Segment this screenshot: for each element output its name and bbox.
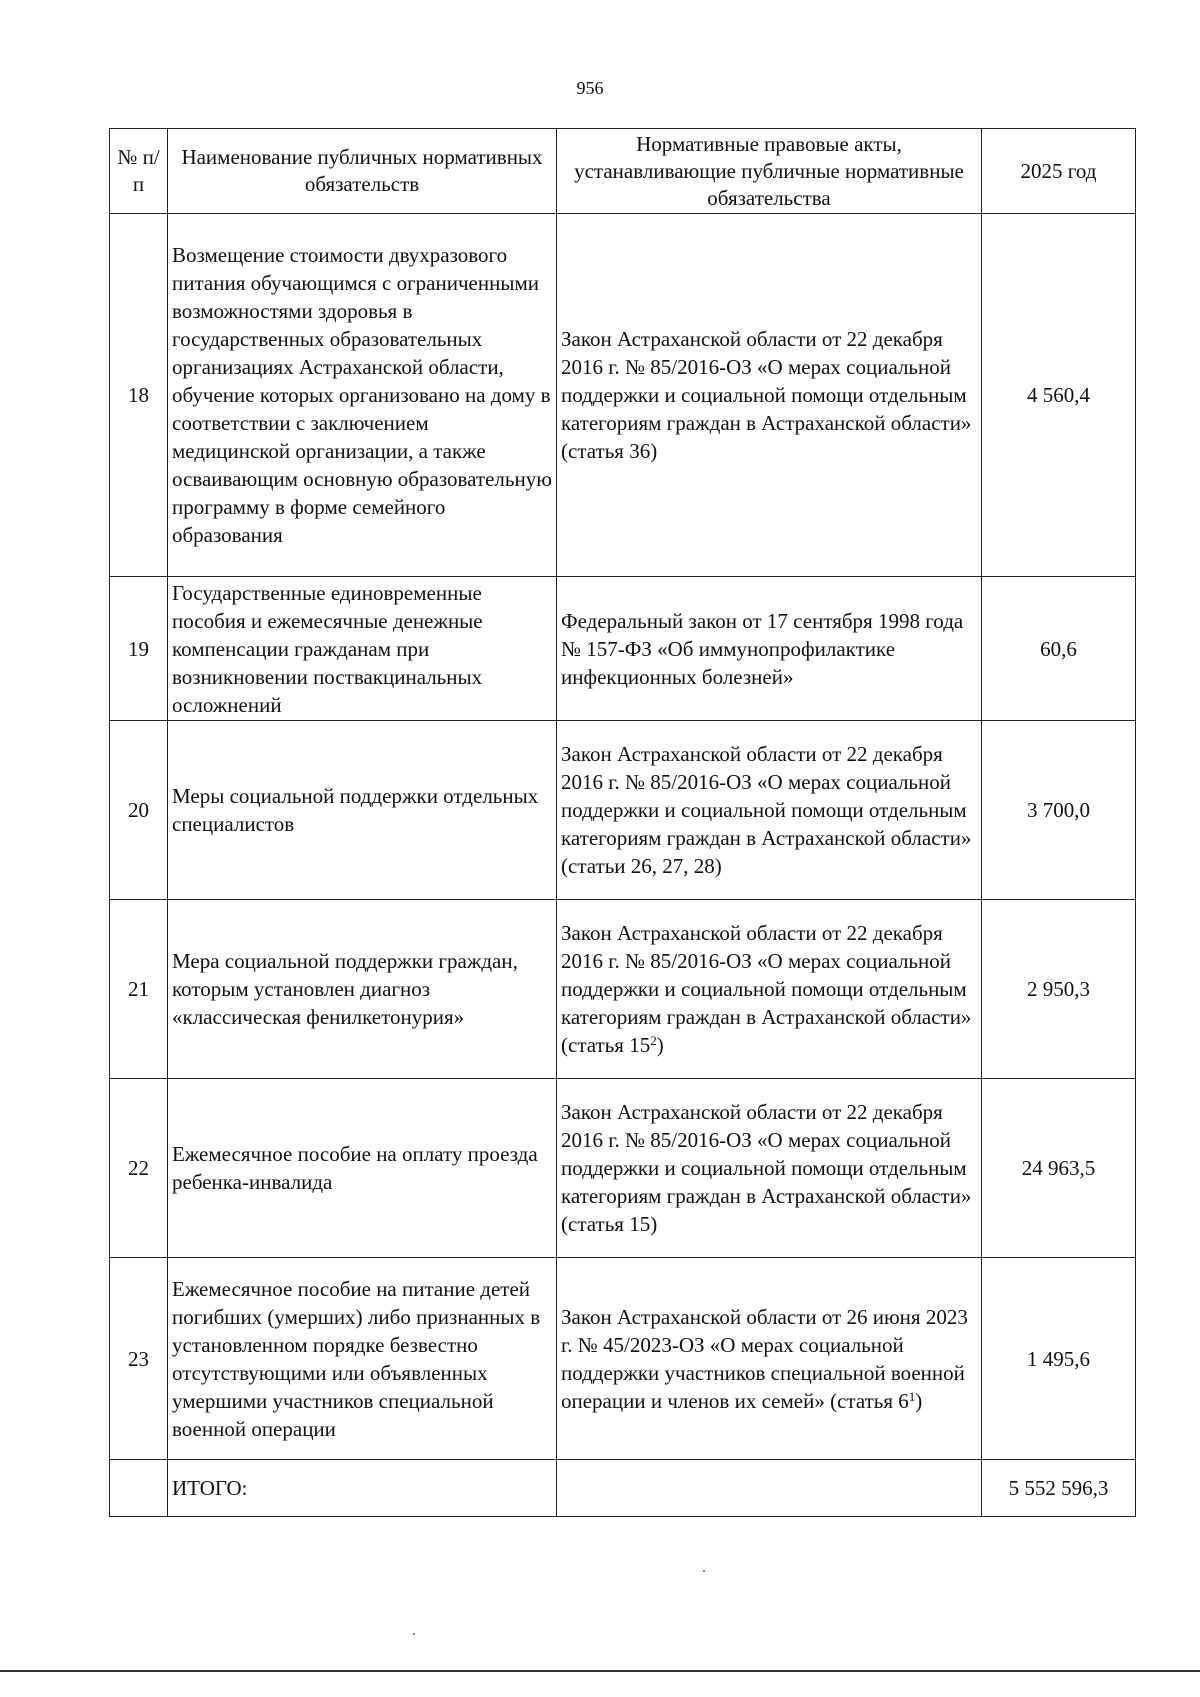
scan-speck bbox=[703, 1570, 705, 1572]
row-number: 21 bbox=[110, 900, 168, 1079]
bottom-rule bbox=[0, 1670, 1200, 1672]
obligation-name: Меры социальной поддержки отдельных специалистов bbox=[168, 721, 557, 900]
legal-act-tail: ) bbox=[915, 1388, 923, 1413]
legal-act: Федеральный закон от 17 сентября 1998 года № 157-ФЗ «Об иммунопрофилактике инфекционных болезней» bbox=[557, 577, 982, 721]
legal-act: Закон Астраханской области от 22 декабря 2016 г. № 85/2016-ОЗ «О мерах социальной поддержки и социальной помощи отдельным категориям граждан в Астраханской области» (статья 36) bbox=[557, 214, 982, 577]
total-row bbox=[110, 1460, 1136, 1517]
legal-act bbox=[557, 900, 982, 1079]
header-year-2025: 2025 год bbox=[982, 129, 1136, 214]
obligation-name: Государственные единовременные пособия и ежемесячные денежные компенсации гражданам при возникновении поствакцинальных осложнений bbox=[168, 577, 557, 721]
amount-2025: 2 950,3 bbox=[982, 900, 1136, 1079]
table-row bbox=[110, 214, 1136, 577]
row-number: 19 bbox=[110, 577, 168, 721]
row-number: 22 bbox=[110, 1079, 168, 1258]
amount-2025: 1 495,6 bbox=[982, 1258, 1136, 1460]
legal-act-text: Закон Астраханской области от 26 июня 2023 г. № 45/2023-ОЗ «О мерах социальной поддержки участников специальной военной операции и членов их семей» (статья 6 bbox=[561, 1304, 968, 1413]
table-row bbox=[110, 1079, 1136, 1258]
article-superscript: 1 bbox=[908, 1388, 916, 1404]
legal-act bbox=[557, 1258, 982, 1460]
amount-2025: 3 700,0 bbox=[982, 721, 1136, 900]
total-number-cell bbox=[110, 1460, 168, 1517]
table-row bbox=[110, 577, 1136, 721]
obligation-name: Возмещение стоимости двухразового питания обучающимся с ограниченными возможностями здоровья в государственных образовательных организациях Астраханской области, обучение которых организовано на дому в соответствии с заключением медицинской организации, а также осваивающим основную образовательную программу в форме семейного образования bbox=[168, 214, 557, 577]
legal-act: Закон Астраханской области от 22 декабря 2016 г. № 85/2016-ОЗ «О мерах социальной поддержки и социальной помощи отдельным категориям граждан в Астраханской области» (статьи 26, 27, 28) bbox=[557, 721, 982, 900]
obligation-name: Мера социальной поддержки граждан, которым установлен диагноз «классическая фенилкетонурия» bbox=[168, 900, 557, 1079]
row-number: 20 bbox=[110, 721, 168, 900]
scan-speck bbox=[413, 1633, 415, 1635]
total-label: ИТОГО: bbox=[168, 1460, 557, 1517]
header-legal-acts: Нормативные правовые акты, устанавливающие публичные нормативные обязательства bbox=[557, 129, 982, 214]
row-number: 18 bbox=[110, 214, 168, 577]
obligation-name: Ежемесячное пособие на питание детей погибших (умерших) либо признанных в установленном порядке безвестно отсутствующими или объявленных умершими участников специальной военной операции bbox=[168, 1258, 557, 1460]
amount-2025: 24 963,5 bbox=[982, 1079, 1136, 1258]
header-obligation-name: Наименование публичных нормативных обязательств bbox=[168, 129, 557, 214]
legal-act-text: Закон Астраханской области от 22 декабря 2016 г. № 85/2016-ОЗ «О мерах социальной поддержки и социальной помощи отдельным категориям граждан в Астраханской области» (статья 15 bbox=[561, 921, 972, 1057]
obligation-name: Ежемесячное пособие на оплату проезда ребенка-инвалида bbox=[168, 1079, 557, 1258]
legal-act-tail: ) bbox=[656, 1033, 664, 1057]
table-row bbox=[110, 1258, 1136, 1460]
article-superscript: 2 bbox=[650, 1033, 657, 1048]
table-row bbox=[110, 900, 1136, 1079]
header-number: № п/п bbox=[110, 129, 168, 214]
page-number: 956 bbox=[576, 78, 604, 98]
table-header-row bbox=[110, 129, 1136, 214]
total-acts-cell bbox=[557, 1460, 982, 1517]
amount-2025: 4 560,4 bbox=[982, 214, 1136, 577]
amount-2025: 60,6 bbox=[982, 577, 1136, 721]
legal-act: Закон Астраханской области от 22 декабря 2016 г. № 85/2016-ОЗ «О мерах социальной поддержки и социальной помощи отдельным категориям граждан в Астраханской области» (статья 15) bbox=[557, 1079, 982, 1258]
table-row bbox=[110, 721, 1136, 900]
row-number: 23 bbox=[110, 1258, 168, 1460]
obligations-table bbox=[109, 128, 1136, 1517]
total-value: 5 552 596,3 bbox=[982, 1460, 1136, 1517]
